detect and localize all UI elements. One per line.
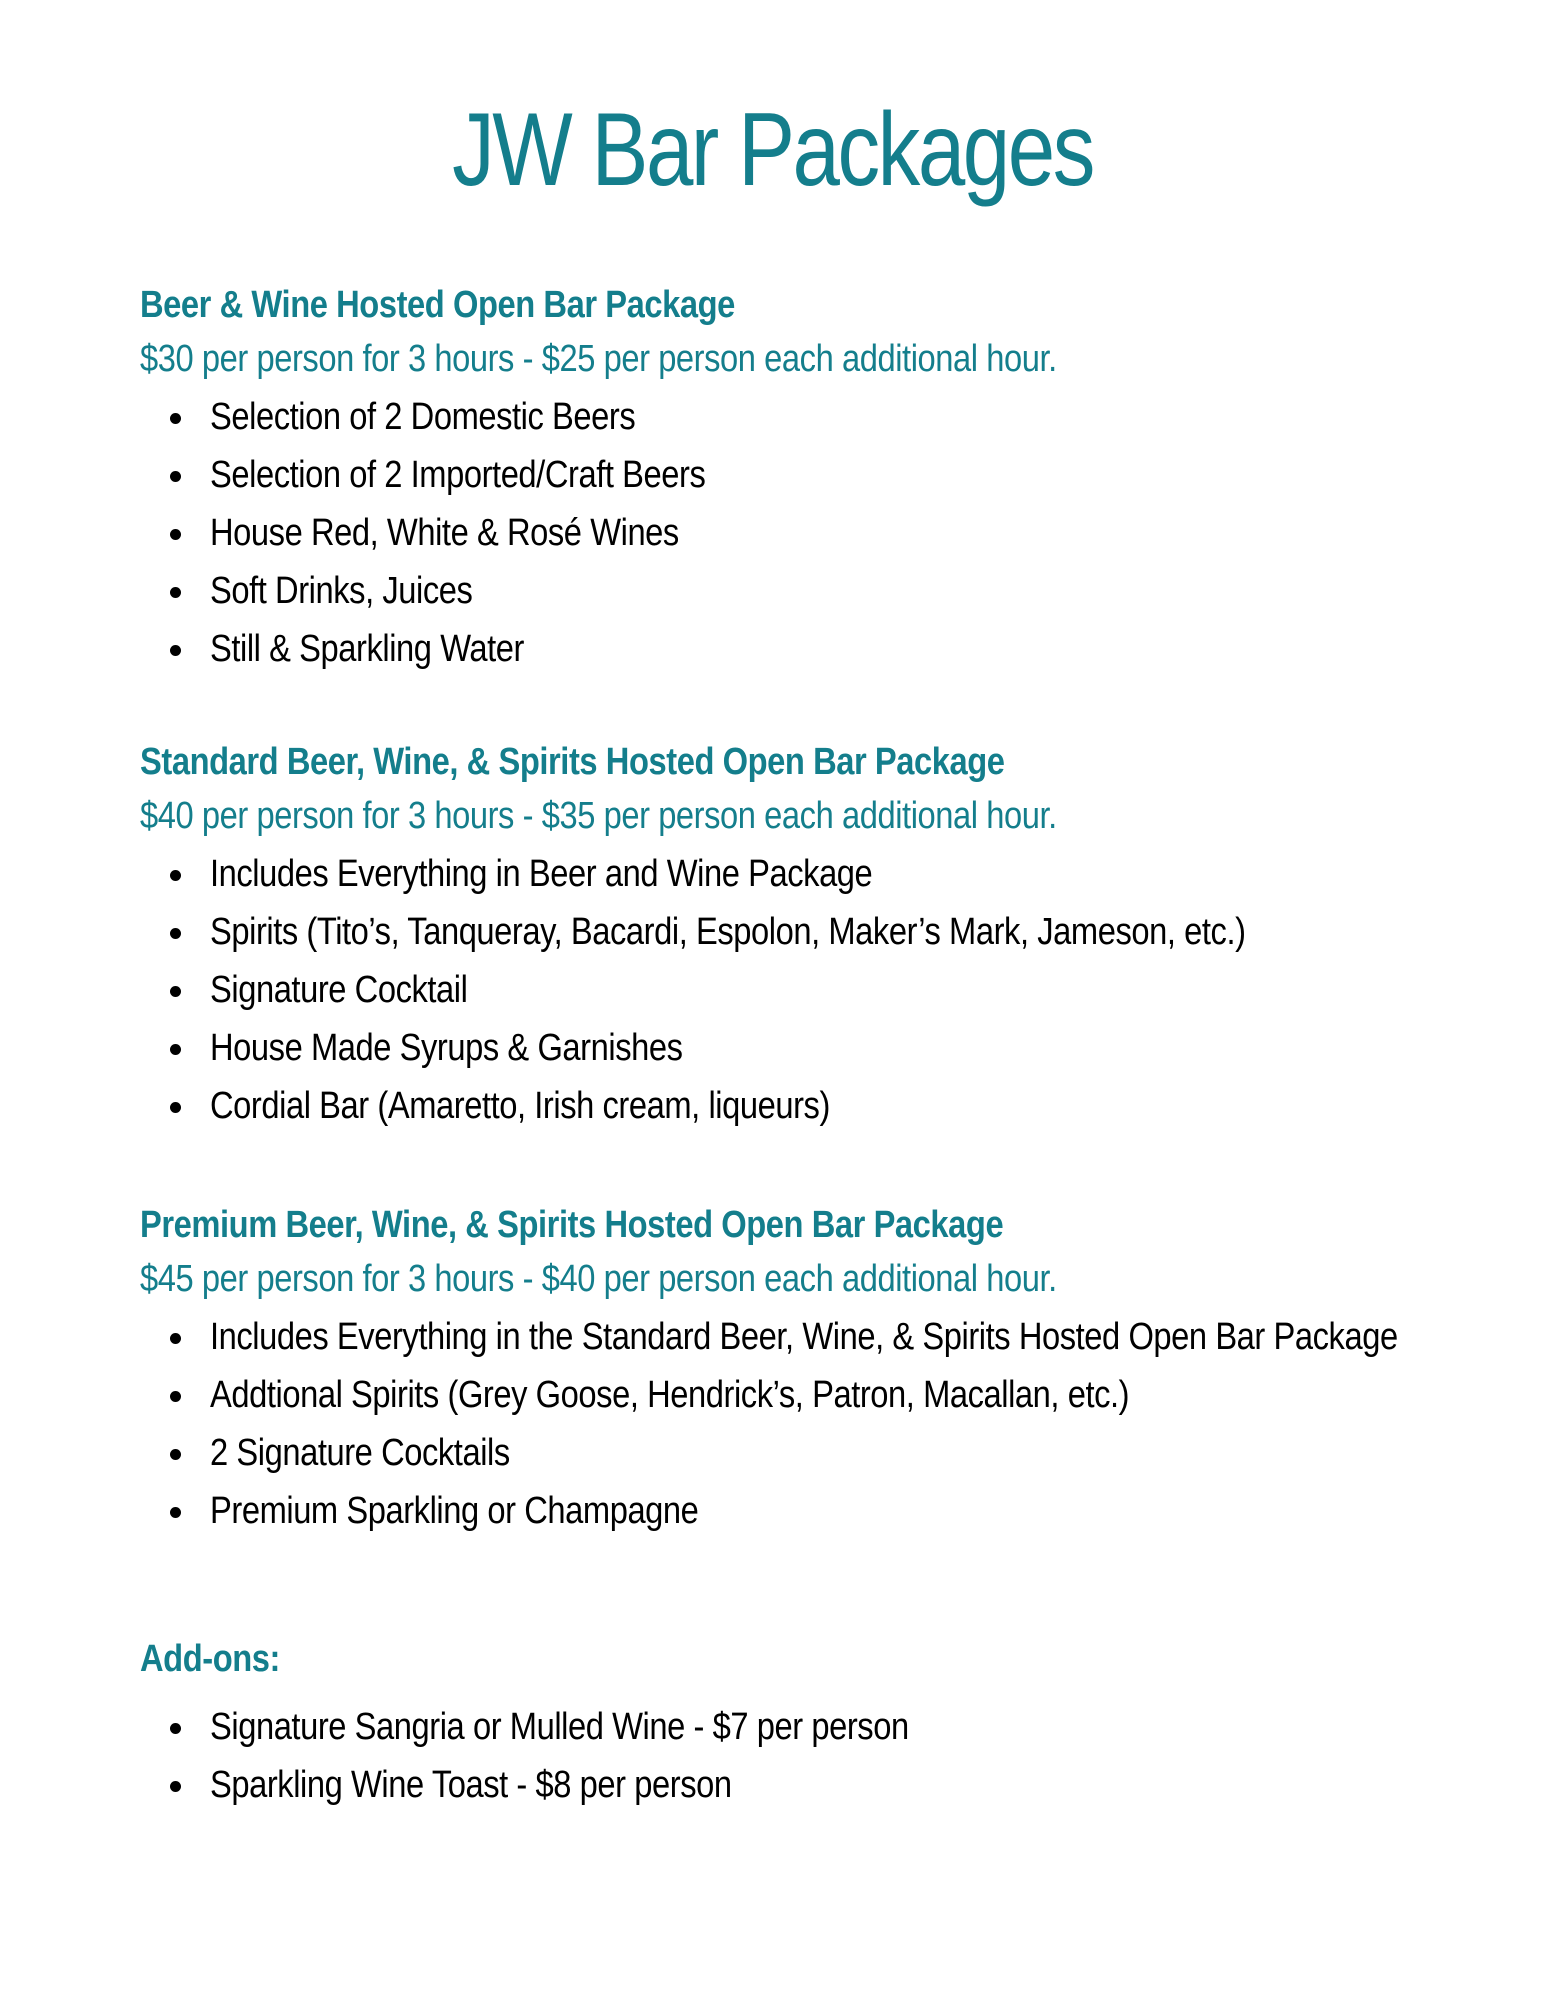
list-item: Still & Sparkling Water xyxy=(140,620,1520,678)
bullet-icon xyxy=(170,587,181,598)
section-heading: Beer & Wine Hosted Open Bar Package xyxy=(140,284,735,326)
list-item: Includes Everything in Beer and Wine Package xyxy=(140,845,1520,903)
bullet-icon xyxy=(170,928,181,939)
bullet-icon xyxy=(170,529,181,540)
item-list xyxy=(140,845,1520,1135)
list-item: Signature Sangria or Mulled Wine - $7 per person xyxy=(140,1698,1520,1756)
list-item: Sparkling Wine Toast - $8 per person xyxy=(140,1756,1520,1814)
list-item: Soft Drinks, Juices xyxy=(140,562,1520,620)
list-item: Includes Everything in the Standard Beer, Wine, & Spirits Hosted Open Bar Package xyxy=(140,1308,1520,1366)
list-item: Spirits (Tito’s, Tanqueray, Bacardi, Espolon, Maker’s Mark, Jameson, etc.) xyxy=(140,903,1520,961)
section-price: $40 per person for 3 hours - $35 per person each additional hour. xyxy=(140,795,1057,837)
item-list xyxy=(140,1308,1520,1540)
section-price: $45 per person for 3 hours - $40 per person each additional hour. xyxy=(140,1258,1057,1300)
section-beer-wine xyxy=(140,280,1520,678)
bullet-icon xyxy=(170,413,181,424)
section-standard xyxy=(140,737,1520,1135)
bullet-icon xyxy=(170,1333,181,1344)
section-heading: Premium Beer, Wine, & Spirits Hosted Open Bar Package xyxy=(140,1204,1004,1246)
item-list xyxy=(140,1698,1520,1814)
bullet-icon xyxy=(170,986,181,997)
list-item: House Made Syrups & Garnishes xyxy=(140,1019,1520,1077)
list-item: House Red, White & Rosé Wines xyxy=(140,504,1520,562)
bullet-icon xyxy=(170,1391,181,1402)
bullet-icon xyxy=(170,1102,181,1113)
list-item: Cordial Bar (Amaretto, Irish cream, liqueurs) xyxy=(140,1077,1520,1135)
list-item: Selection of 2 Imported/Craft Beers xyxy=(140,446,1520,504)
list-item: Addtional Spirits (Grey Goose, Hendrick’s, Patron, Macallan, etc.) xyxy=(140,1366,1520,1424)
section-premium xyxy=(140,1200,1520,1540)
list-item: 2 Signature Cocktails xyxy=(140,1424,1520,1482)
bullet-icon xyxy=(170,471,181,482)
page-title: JW Bar Packages xyxy=(452,92,1093,208)
section-heading: Add-ons: xyxy=(140,1638,280,1680)
section-add-ons xyxy=(140,1634,1520,1814)
bullet-icon xyxy=(170,870,181,881)
bullet-icon xyxy=(170,645,181,656)
item-list xyxy=(140,388,1520,678)
bullet-icon xyxy=(170,1723,181,1734)
section-heading: Standard Beer, Wine, & Spirits Hosted Open Bar Package xyxy=(140,741,1005,783)
bullet-icon xyxy=(170,1507,181,1518)
bullet-icon xyxy=(170,1781,181,1792)
list-item: Premium Sparkling or Champagne xyxy=(140,1482,1520,1540)
bullet-icon xyxy=(170,1044,181,1055)
bullet-icon xyxy=(170,1449,181,1460)
list-item: Selection of 2 Domestic Beers xyxy=(140,388,1520,446)
section-price: $30 per person for 3 hours - $25 per person each additional hour. xyxy=(140,338,1057,380)
list-item: Signature Cocktail xyxy=(140,961,1520,1019)
